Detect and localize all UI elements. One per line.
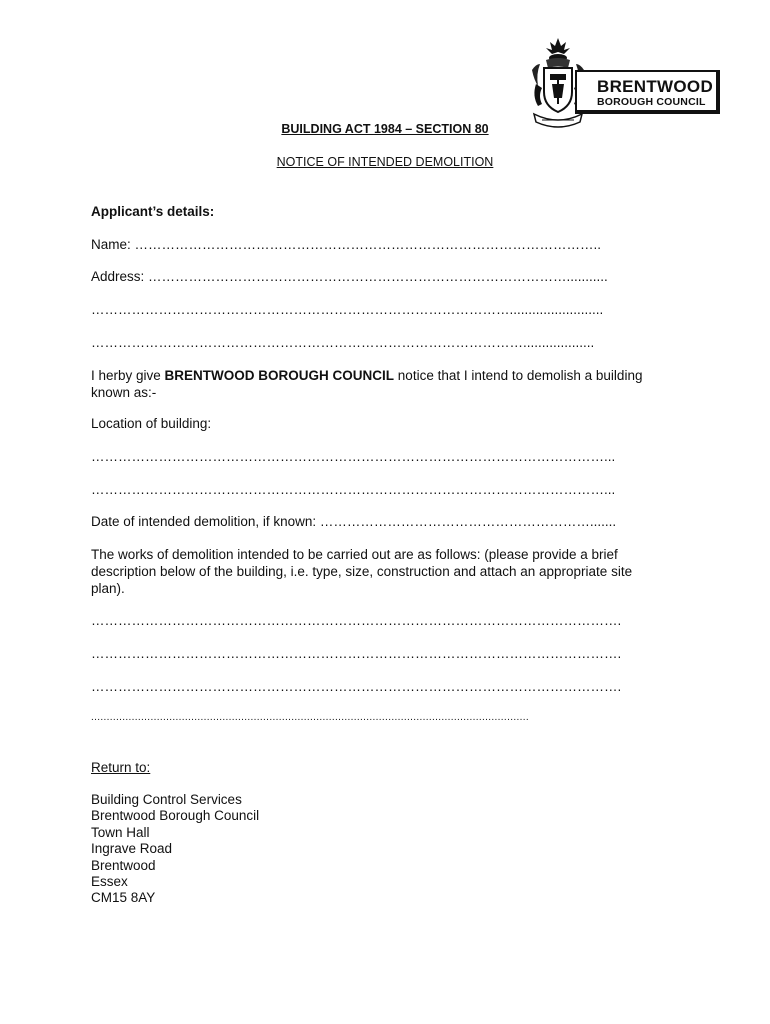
name-field-row[interactable] — [91, 237, 601, 253]
name-label: Name: — [91, 237, 131, 252]
location-label: Location of building: — [91, 416, 212, 431]
return-address-line: CM15 8AY — [91, 890, 156, 906]
works-dotted-line-3[interactable]: ………………………………………………………………………………………………………. — [91, 679, 622, 694]
notice-council-name: BRENTWOOD BOROUGH COUNCIL — [164, 368, 395, 383]
date-field-row[interactable] — [91, 514, 616, 530]
works-dotted-line-4[interactable]: ............................................................................................................................................ — [91, 712, 529, 723]
works-dotted-line-1[interactable]: ………………………………………………………………………………………………………. — [91, 613, 622, 628]
document-title: BUILDING ACT 1984 – SECTION 80 — [281, 122, 489, 136]
return-to-heading: Return to: — [91, 760, 151, 775]
return-address-block — [91, 792, 259, 907]
date-label: Date of intended demolition, if known: — [91, 514, 317, 529]
notice-paragraph — [91, 367, 671, 401]
name-dotted-line[interactable]: ………………………………………………………………………………………….. — [134, 237, 602, 252]
logo-name-line2: BOROUGH COUNCIL — [597, 96, 706, 108]
notice-suffix: notice that I intend to demolish a building known as:- — [91, 368, 643, 400]
address-dotted-line-3[interactable]: ……………………………………………………………………………………................... — [91, 335, 595, 350]
address-dotted-line-1[interactable]: …………………………………………………………………………………........... — [148, 269, 608, 284]
return-address-line: Building Control Services — [91, 792, 242, 807]
return-address-line: Essex — [91, 874, 128, 890]
document-subtitle: NOTICE OF INTENDED DEMOLITION — [276, 155, 494, 169]
works-description-text: The works of demolition intended to be carried out are as follows: (please provide a brief description below of the building, i.e. type, size, construction and attach an appropriate site plan). — [91, 547, 633, 596]
location-dotted-line-2[interactable]: ……………………………………………………………………………………………………... — [91, 482, 616, 497]
notice-prefix: I herby give — [91, 368, 165, 383]
address-dotted-line-2[interactable]: …………………………………………………………………………………......................... — [91, 302, 604, 317]
council-name-box — [575, 70, 720, 114]
date-dotted-line[interactable]: ……………………………………………………....... — [319, 514, 617, 529]
address-field-row[interactable] — [91, 269, 608, 285]
logo-name-line1: BRENTWOOD — [597, 77, 714, 96]
works-dotted-line-2[interactable]: ………………………………………………………………………………………………………. — [91, 646, 622, 661]
applicant-heading: Applicant’s details: — [91, 204, 215, 219]
return-address-line: Brentwood — [91, 857, 156, 873]
return-address-line: Ingrave Road — [91, 841, 173, 857]
address-label: Address: — [91, 269, 145, 284]
return-address-line: Brentwood Borough Council — [91, 808, 260, 824]
location-dotted-line-1[interactable]: ……………………………………………………………………………………………………... — [91, 449, 616, 464]
return-address-line: Town Hall — [91, 824, 150, 840]
